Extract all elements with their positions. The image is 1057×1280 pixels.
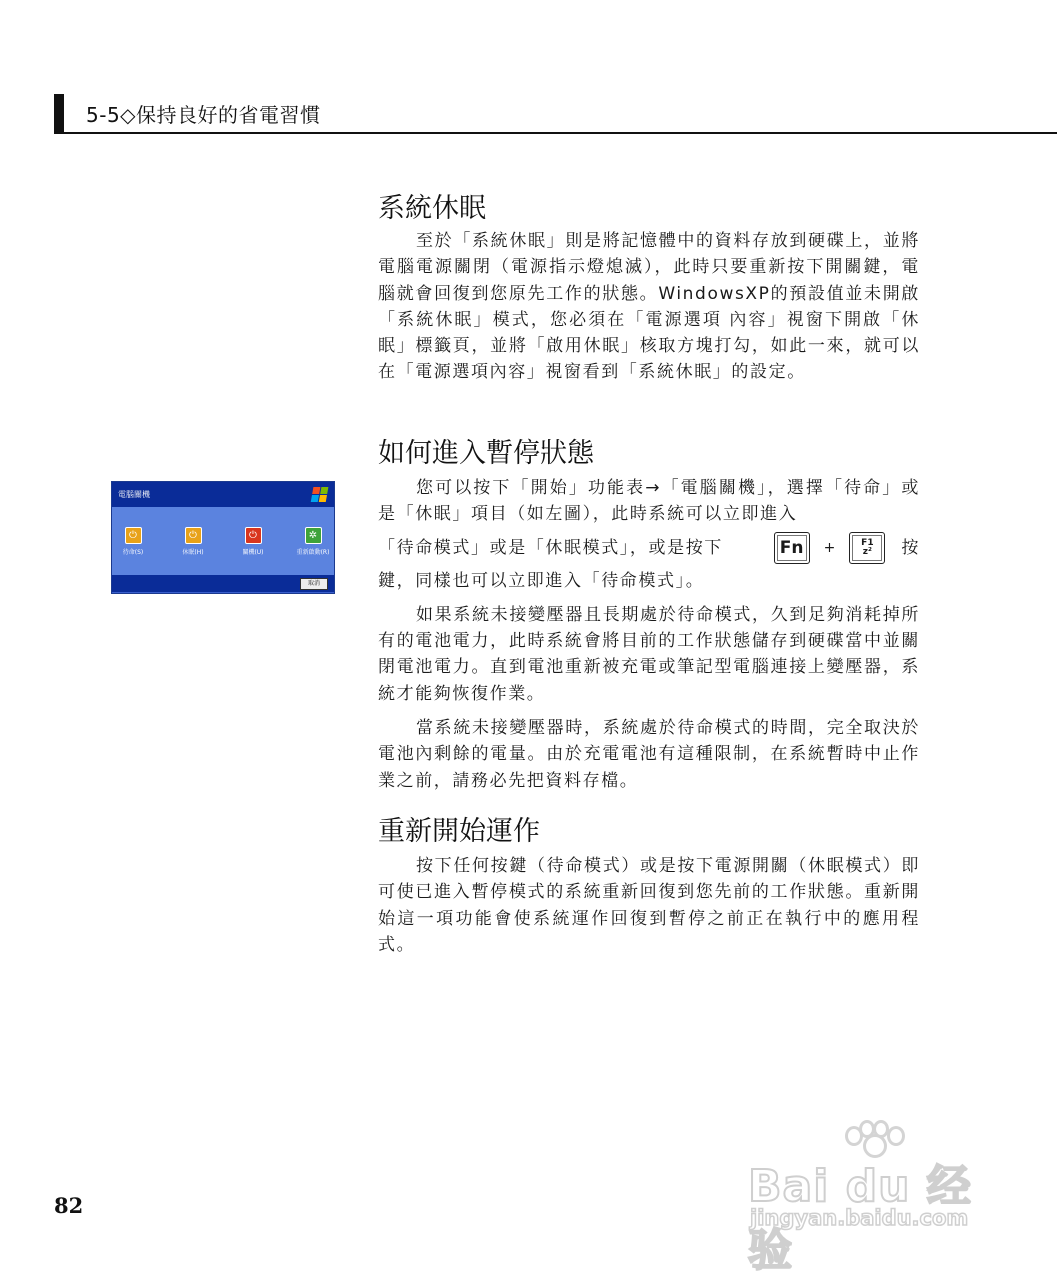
watermark-logo: Bai du 经验: [748, 1161, 972, 1276]
shutdown-option[interactable]: [232, 527, 274, 575]
paragraph: 鍵，同樣也可以立即進入「待命模式」。: [378, 570, 705, 591]
dialog-title: 電腦關機: [118, 490, 150, 499]
key-line-text: 「待命模式」或是「休眠模式」，或是按下: [378, 537, 723, 558]
f1-key-bottom: z²: [862, 546, 872, 557]
watermark-url: jingyan.baidu.com: [750, 1206, 969, 1230]
fn-key: Fn: [774, 532, 810, 564]
dialog-body: [112, 507, 334, 575]
dialog-footer: [112, 575, 334, 592]
option-label: 重新啟動(R): [296, 549, 330, 556]
shutdown-dialog-figure: [111, 481, 335, 594]
paragraph: 按下任何按鍵（待命模式）或是按下電源開關（休眠模式）即可使已進入暫停模式的系統重新回復到您先前的工作狀態。重新開始這一項功能會使系統運作回復到暫停之前正在執行中的應用程式。: [378, 856, 920, 955]
f1-key-top: F1: [861, 537, 874, 548]
running-header: 5-5◇保持良好的省電習慣: [86, 103, 321, 127]
section-system-hibernate: [378, 190, 920, 386]
key-line-text: 按: [901, 537, 920, 558]
hibernate-option[interactable]: [172, 527, 214, 575]
paragraph: 您可以按下「開始」功能表→「電腦關機」，選擇「待命」或是「休眠」項目（如左圖），此時系統可以立即進入: [378, 478, 920, 525]
section-heading: 系統休眠: [378, 193, 486, 224]
section-enter-suspend: [378, 435, 920, 794]
section-resume: [378, 813, 920, 958]
section-heading: 重新開始運作: [378, 816, 540, 847]
shutdown-power-icon[interactable]: ⏻: [245, 527, 262, 544]
header-accent-bar: [54, 94, 64, 134]
option-label: 待命(S): [122, 549, 144, 556]
option-label: 關機(U): [242, 549, 264, 556]
f1-key: [849, 532, 885, 564]
paragraph: 當系統未接變壓器時，系統處於待命模式的時間，完全取決於電池內剩餘的電量。由於充電電池有這種限制，在系統暫時中止作業之前，請務必先把資料存檔。: [378, 718, 920, 791]
section-heading: 如何進入暫停狀態: [378, 438, 594, 469]
windows-logo-icon: [311, 487, 330, 503]
paragraph: 至於「系統休眠」則是將記憶體中的資料存放到硬碟上，並將電腦電源關閉（電源指示燈熄滅），此時只要重新按下開關鍵，電腦就會回復到您原先工作的狀態。WindowsXP的預設值並未開啟「系統休眠」模式，您必須在「電源選項 內容」視窗下開啟「休眠」標籤頁，並將「啟用休眠」核取方塊打勾，如此一來，就可以在「電源選項內容」視窗看到「系統休眠」的設定。: [378, 231, 920, 383]
header-rule: [54, 132, 1057, 134]
key-combination-line: [378, 528, 920, 568]
hibernate-power-icon[interactable]: ⏻: [185, 527, 202, 544]
restart-icon[interactable]: ✲: [305, 527, 322, 544]
page-number: 82: [54, 1193, 84, 1218]
standby-option[interactable]: [112, 527, 154, 575]
baidu-jingyan-watermark: [748, 1120, 998, 1276]
option-label: 休眠(H): [182, 549, 204, 556]
plus-sign: +: [823, 539, 836, 556]
paragraph: 如果系統未接變壓器且長期處於待命模式，久到足夠消耗掉所有的電池電力，此時系統會將目前的工作狀態儲存到硬碟當中並關閉電池電力。直到電池重新被充電或筆記型電腦連接上變壓器，系統才能夠恢復作業。: [378, 604, 920, 704]
dialog-titlebar: [112, 482, 334, 507]
standby-power-icon[interactable]: ⏻: [125, 527, 142, 544]
restart-option[interactable]: [292, 527, 334, 575]
cancel-button[interactable]: 取消: [300, 578, 328, 590]
